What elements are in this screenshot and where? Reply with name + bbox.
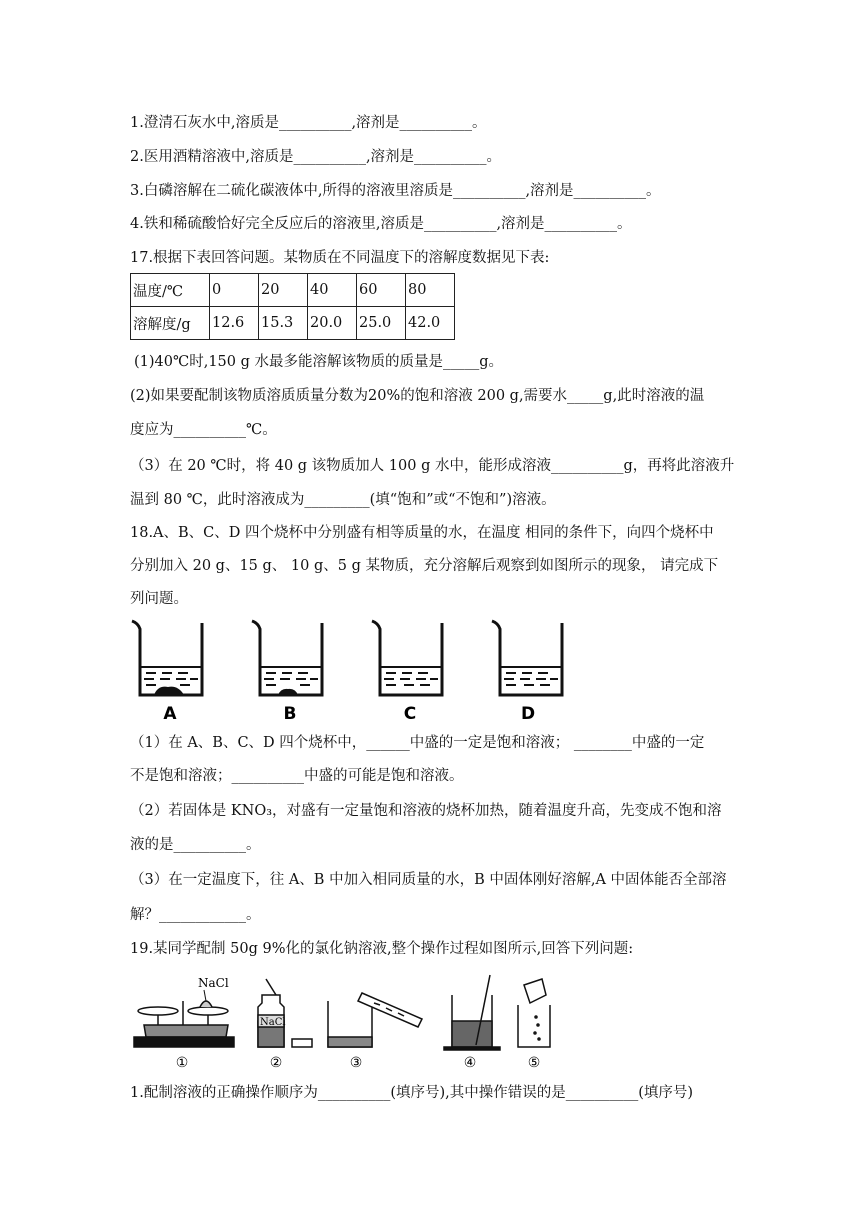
table-cell: 12.6 <box>210 307 259 340</box>
beaker-label-a: A <box>163 704 177 723</box>
beaker-label-c: C <box>403 704 417 723</box>
beaker-label-b: B <box>283 704 297 723</box>
q17-stem: 17.根据下表回答问题。某物质在不同温度下的溶解度数据见下表: <box>130 250 550 266</box>
table-row <box>131 274 455 307</box>
table-cell: 60 <box>357 274 406 307</box>
q17-part-2b: 度应为__________℃。 <box>130 422 277 438</box>
q16-line-4: 4.铁和稀硫酸恰好完全反应后的溶液里,溶质是__________,溶剂是__________。 <box>130 216 632 232</box>
q17-part-2a: (2)如果要配制该物质溶质质量分数为20%的饱和溶液 200 g,需要水_____g,此时溶液的温 <box>130 388 705 404</box>
q18-stem-2: 分别加入 20 g、15 g、 10 g、5 g 某物质，充分溶解后观察到如图所示的现象， 请完成下 <box>130 558 719 574</box>
table-cell: 42.0 <box>406 307 455 340</box>
beaker-b <box>252 621 322 695</box>
step-label-4: ④ <box>463 1055 477 1071</box>
table-cell: 25.0 <box>357 307 406 340</box>
beaker-label-d: D <box>520 704 536 723</box>
q18-part-3b: 解？____________。 <box>130 907 261 923</box>
stirring-beaker <box>444 975 500 1050</box>
beaker-c <box>372 621 442 695</box>
table-cell: 80 <box>406 274 455 307</box>
q18-stem-3: 列问题。 <box>130 591 188 607</box>
q18-part-2b: 液的是__________。 <box>130 837 261 853</box>
q17-part-3b: 温到 80 ℃，此时溶液成为_________(填“饱和”或“不饱和”)溶液。 <box>130 492 556 508</box>
q19-part-1: 1.配制溶液的正确操作顺序为__________(填序号),其中操作错误的是__________(填序号) <box>130 1085 694 1101</box>
q18-part-1b: 不是饱和溶液；__________中盛的可能是饱和溶液。 <box>130 768 464 784</box>
table-cell: 20 <box>259 274 308 307</box>
table-cell: 0 <box>210 274 259 307</box>
beaker-a <box>132 621 202 695</box>
balance-scale <box>134 1001 234 1047</box>
step-label-5: ⑤ <box>527 1055 541 1071</box>
table-cell: 15.3 <box>259 307 308 340</box>
q16-line-2: 2.医用酒精溶液中,溶质是__________,溶剂是__________。 <box>130 149 502 165</box>
lab-steps-figure <box>130 965 570 1073</box>
q17-part-1: (1)40℃时,150 g 水最多能溶解该物质的质量是_____g。 <box>134 354 504 370</box>
q17-part-3a: （3）在 20 ℃时，将 40 g 该物质加人 100 g 水中，能形成溶液__________g，再将此溶液升 <box>130 458 735 474</box>
q18-part-2a: （2）若固体是 KNO₃，对盛有一定量饱和溶液的烧杯加热，随着温度升高，先变成不饱和溶 <box>130 803 722 819</box>
table-cell: 20.0 <box>308 307 357 340</box>
solubility-table <box>130 273 455 340</box>
transfer-bottle <box>518 979 550 1047</box>
q19-stem: 19.某同学配制 50g 9%化的氯化钠溶液,整个操作过程如图所示,回答下列问题: <box>130 941 634 957</box>
bottle-nacl-label: NaCl <box>260 1017 286 1028</box>
beaker-d <box>492 621 562 695</box>
table-cell: 温度/℃ <box>131 274 210 307</box>
q18-stem-1: 18.A、B、C、D 四个烧杯中分别盛有相等质量的水，在温度 相同的条件下，向四个烧杯中 <box>130 525 714 541</box>
table-cell: 40 <box>308 274 357 307</box>
step-label-3: ③ <box>349 1055 363 1071</box>
table-cell: 溶解度/g <box>131 307 210 340</box>
balance-nacl-label: NaCl <box>198 976 229 990</box>
step-label-2: ② <box>269 1055 283 1071</box>
reagent-bottle <box>258 979 312 1047</box>
step-label-1: ① <box>175 1055 189 1071</box>
table-row <box>131 307 455 340</box>
q16-line-1: 1.澄清石灰水中,溶质是__________,溶剂是__________。 <box>130 115 487 131</box>
q16-line-3: 3.白磷溶解在二硫化碳液体中,所得的溶液里溶质是__________,溶剂是__________。 <box>130 183 661 199</box>
beakers-figure <box>128 615 568 723</box>
q18-part-1a: （1）在 A、B、C、D 四个烧杯中，______中盛的一定是饱和溶液； ________中盛的一定 <box>130 735 705 751</box>
q18-part-3a: （3）在一定温度下，往 A、B 中加入相同质量的水，B 中固体刚好溶解,A 中固体能否全部溶 <box>130 872 727 888</box>
pouring-cylinder <box>328 993 422 1047</box>
